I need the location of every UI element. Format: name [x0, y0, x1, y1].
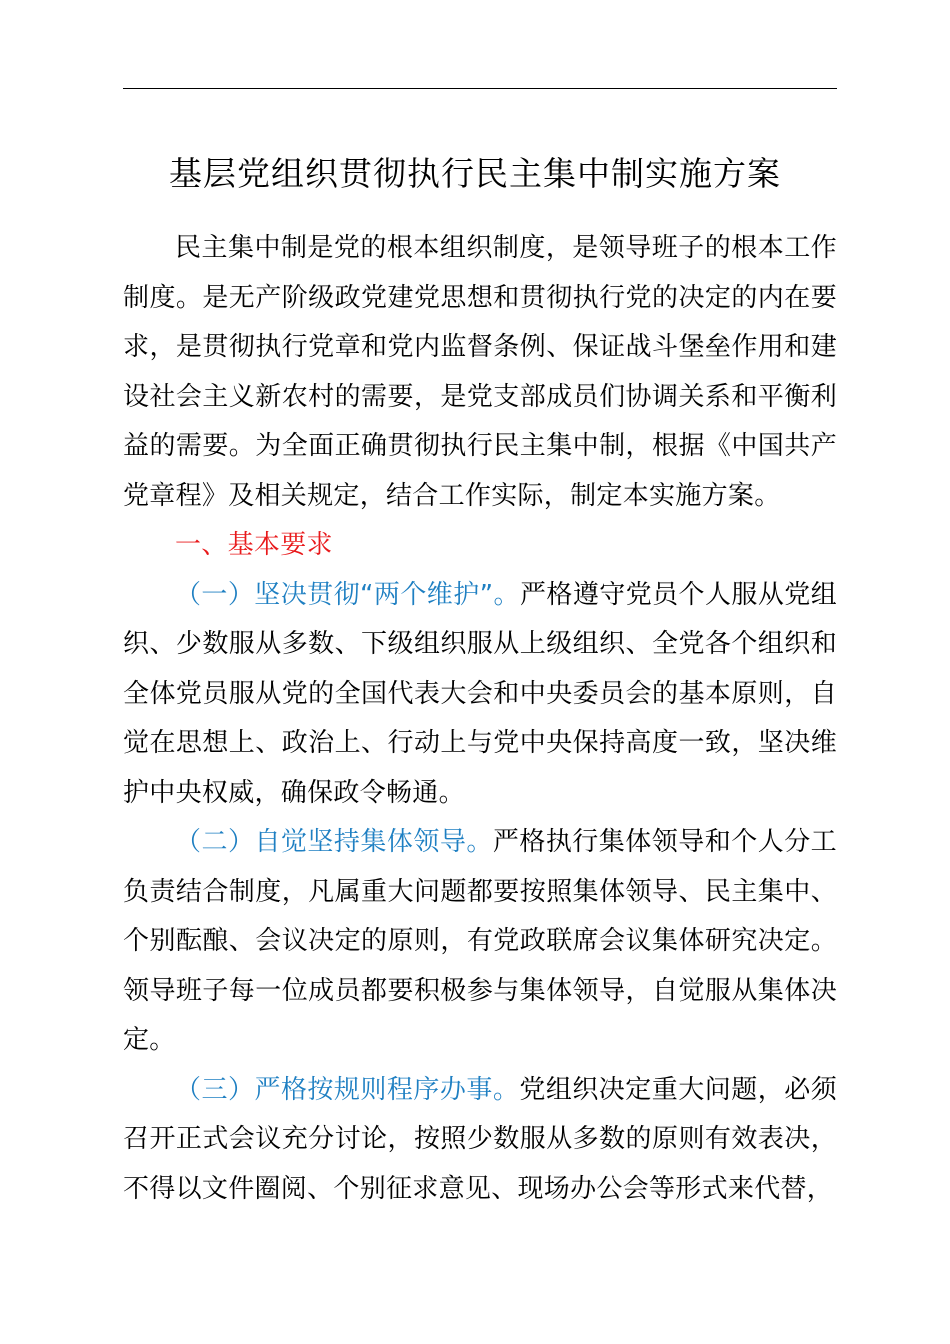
- item-lead-2: （二）自觉坚持集体领导。: [175, 827, 493, 857]
- item-lead-3: （三）严格按规则程序办事。: [175, 1074, 520, 1105]
- intro-paragraph: 民主集中制是党的根本组织制度，是领导班子的根本工作制度。是无产阶级政党建党思想和贯彻执行党的决定的内在要求，是贯彻执行党章和党内监督条例、保证战斗堡垒作用和建设社会主义新农村的需要，是党支部成员们协调关系和平衡利益的需要。为全面正确贯彻执行民主集中制，根据《中国共产党章程》及相关规定，结合工作实际，制定本实施方案。: [123, 233, 837, 511]
- section-heading-basic-requirements: 一、基本要求: [175, 530, 333, 560]
- document-title: 基层党组织贯彻执行民主集中制实施方案: [169, 154, 781, 193]
- item-text-1: 严格遵守党员个人服从党组织、少数服从多数、下级组织服从上级组织、全党各个组织和全体党员服从党的全国代表大会和中央委员会的基本原则，自觉在思想上、政治上、行动上与党中央保持高度一致，坚决维护中央权威，确保政令畅通。: [123, 579, 837, 808]
- document-body: [123, 224, 837, 1214]
- item-paragraph-2: [123, 818, 837, 1066]
- top-rule-divider: [123, 88, 837, 89]
- item-paragraph-3: [123, 1066, 837, 1215]
- item-text-2: 严格执行集体领导和个人分工负责结合制度，凡属重大问题都要按照集体领导、民主集中、个别酝酿、会议决定的原则，有党政联席会议集体研究决定。领导班子每一位成员都要积极参与集体领导，自觉服从集体决定。: [123, 827, 837, 1055]
- item-lead-1: （一）坚决贯彻“两个维护”。: [175, 579, 520, 610]
- item-text-3: 党组织决定重大问题，必须召开正式会议充分讨论，按照少数服从多数的原则有效表决，不得以文件圈阅、个别征求意见、现场办公会等形式来代替，: [123, 1074, 837, 1204]
- item-paragraph-1: [123, 571, 837, 819]
